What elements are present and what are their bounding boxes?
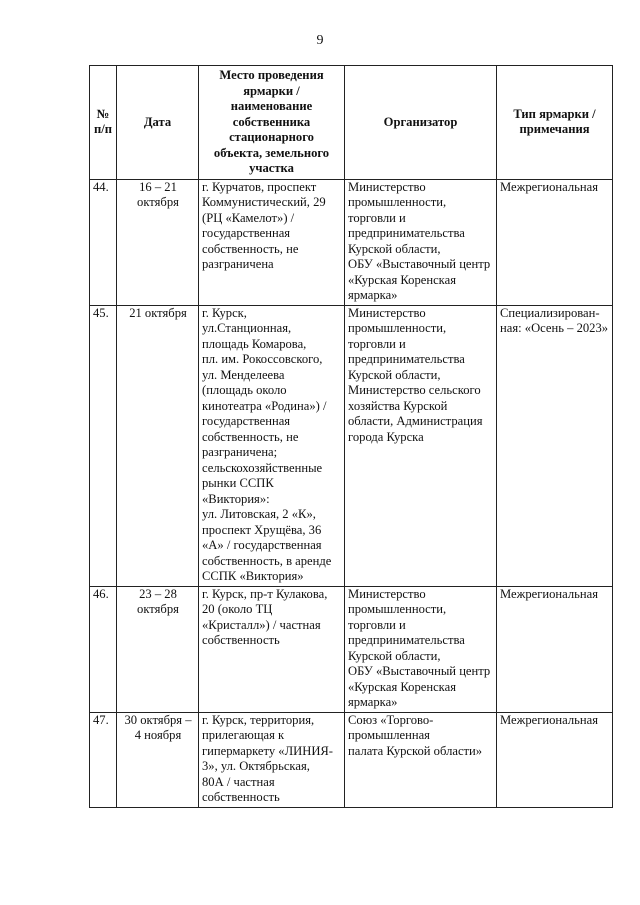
row-place: г. Курск, пр-т Кулакова, 20 (около ТЦ «Кристалл») / частная собственность [199,586,345,712]
table-row [90,712,613,807]
row-date: 23 – 28 октября [117,586,199,712]
row-number: 45. [90,305,117,586]
row-type: Межрегиональная [497,586,613,712]
row-place: г. Курчатов, проспект Коммунистический, 29 (РЦ «Камелот») / государственная собственность, не разграничена [199,179,345,305]
row-organizer: Министерство промышленности, торговли и предпринимательства Курской области, ОБУ «Выставочный центр «Курская Коренская ярмарка» [345,179,497,305]
header-place: Место проведения ярмарки / наименование собственника стационарного объекта, земельного участка [199,66,345,180]
row-date: 21 октября [117,305,199,586]
row-type: Межрегиональная [497,712,613,807]
header-type: Тип ярмарки / примечания [497,66,613,180]
row-organizer: Союз «Торгово- промышленная палата Курской области» [345,712,497,807]
table-row [90,179,613,305]
row-type: Межрегиональная [497,179,613,305]
row-date: 30 октября – 4 ноября [117,712,199,807]
header-number: № п/п [90,66,117,180]
row-organizer: Министерство промышленности, торговли и предпринимательства Курской области, Министерство сельского хозяйства Курской области, Администрация города Курска [345,305,497,586]
row-date: 16 – 21 октября [117,179,199,305]
row-place: г. Курск, ул.Станционная, площадь Комарова, пл. им. Рокоссовского, ул. Менделеева (площадь около кинотеатра «Родина») / государственная собственность, не разграничена; сельскохозяйственные рынки ССПК «Виктория»: ул. Литовская, 2 «К», проспект Хрущёва, 36 «А» / государственная собственность, в аренде ССПК «Виктория» [199,305,345,586]
row-organizer: Министерство промышленности, торговли и предпринимательства Курской области, ОБУ «Выставочный центр «Курская Коренская ярмарка» [345,586,497,712]
header-organizer: Организатор [345,66,497,180]
table-row [90,305,613,586]
header-date: Дата [117,66,199,180]
row-number: 46. [90,586,117,712]
page-number: 9 [316,33,324,48]
table-header-row [90,66,613,180]
row-type: Специализирован- ная: «Осень – 2023» [497,305,613,586]
table-row [90,586,613,712]
row-place: г. Курск, территория, прилегающая к гипермаркету «ЛИНИЯ- 3», ул. Октябрьская, 80А / частная собственность [199,712,345,807]
row-number: 47. [90,712,117,807]
fairs-table [89,65,613,808]
row-number: 44. [90,179,117,305]
